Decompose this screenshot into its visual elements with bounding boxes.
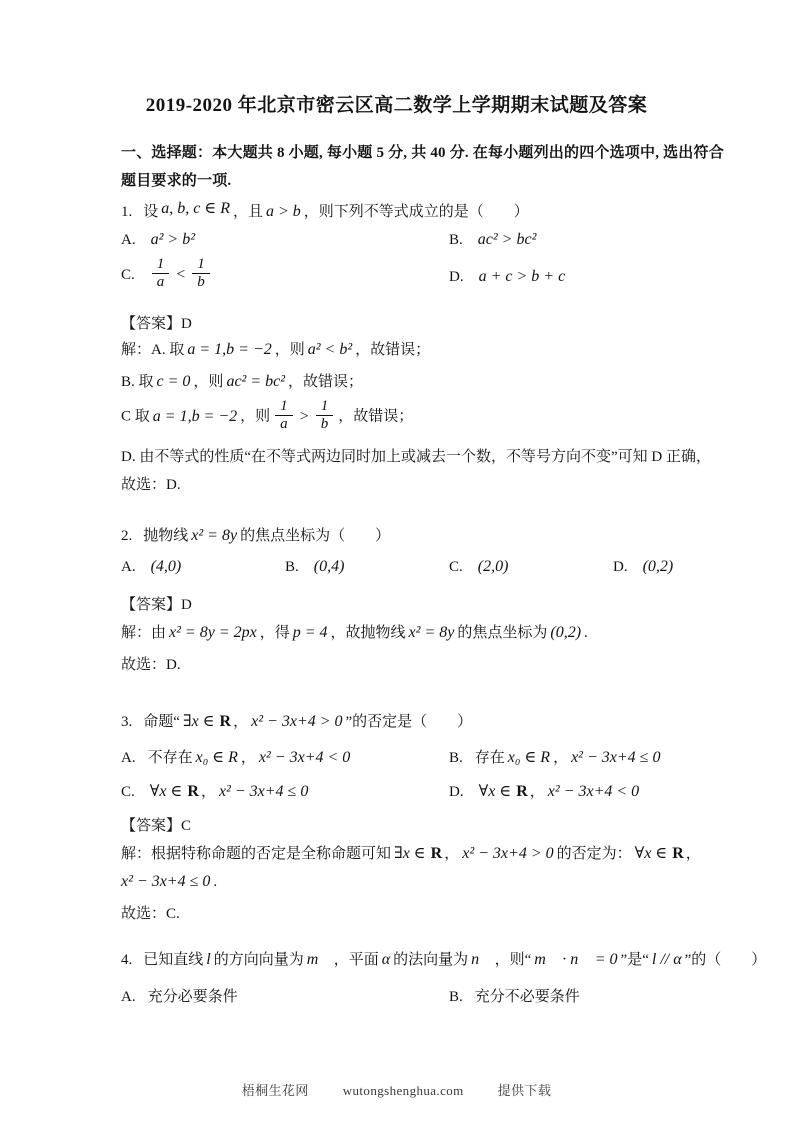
option-math: ∀x ∈: [478, 783, 512, 800]
q4-stem-text4: 的法向量为: [393, 952, 469, 968]
bold-R-symbol: R: [672, 845, 684, 862]
fraction-numerator: 1: [156, 256, 165, 272]
q3-option-d: [449, 780, 642, 801]
q4-math-l: l: [206, 951, 211, 968]
solution-math: a = 1,b = −2: [152, 407, 238, 425]
q4-stem-text: 已知直线: [143, 952, 204, 968]
fraction-denominator: a: [152, 273, 170, 291]
solution-text: ，则: [240, 408, 271, 425]
q4-math-alpha: α: [381, 951, 391, 968]
q1-stem-math-set: a, b, c ∈ R: [161, 200, 230, 217]
q2-option-d-value: (0,2): [642, 558, 674, 575]
solution-relation: >: [299, 407, 309, 425]
footer-site-url[interactable]: wutongshenghua.com: [342, 1083, 464, 1098]
option-math: x₀ ∈ R: [507, 749, 551, 766]
solution-text: 解：由: [121, 625, 167, 641]
q3-option-a: [121, 746, 353, 767]
q3-option-d-label: D.: [449, 784, 464, 800]
answer-label: 【答案】: [121, 818, 182, 834]
option-text: ，: [200, 784, 216, 800]
solution-math: (0,2): [550, 624, 582, 641]
q4-option-b: [449, 985, 580, 1006]
q3-option-b: [449, 746, 663, 767]
q3-stem-math2: x² − 3x+4 > 0: [251, 713, 343, 730]
q4-option-a: [121, 985, 238, 1006]
solution-math: a = 1,b = −2: [187, 341, 272, 358]
q2-option-a: [121, 558, 184, 576]
q1-option-d-math: a + c > b + c: [478, 268, 566, 285]
option-text: ，: [553, 750, 569, 766]
q2-option-b-value: (0,4): [313, 558, 345, 575]
q4-option-b-text: 充分不必要条件: [474, 989, 580, 1005]
solution-text: ，故错误；: [355, 342, 431, 358]
fraction-one-over-a: [152, 256, 170, 291]
q2-stem-text2: 的焦点坐标为（ ）: [240, 528, 391, 544]
option-text: 不存在: [147, 750, 193, 766]
q1-option-b: [449, 231, 539, 249]
q2-option-b: [285, 558, 347, 576]
q1-solution-b: [121, 370, 363, 391]
q3-stem-text3: ”的否定是（ ）: [345, 714, 473, 730]
answer-label: 【答案】: [121, 316, 182, 332]
footer-site-name: 梧桐生花网: [241, 1083, 309, 1098]
q1-option-c: [121, 258, 215, 293]
answer-label: 【答案】: [121, 597, 182, 613]
q3-answer: [121, 814, 191, 835]
q1-stem: [121, 200, 529, 221]
fraction-denominator: a: [275, 415, 293, 433]
q1-stem-text: 设: [143, 204, 159, 220]
solution-math: x² − 3x+4 > 0: [462, 845, 554, 862]
q1-solution-c: [121, 400, 413, 435]
fraction-one-over-a: [275, 398, 293, 433]
q1-option-b-label: B.: [449, 232, 463, 248]
q2-stem-text: 抛物线: [143, 528, 189, 544]
option-math: x² − 3x+4 ≤ 0: [218, 783, 309, 800]
q4-math-vector-n: n⃗: [471, 951, 492, 968]
q1-answer-value: D: [181, 316, 192, 332]
bold-R-symbol: R: [430, 845, 443, 862]
option-text: ，: [240, 750, 256, 766]
q4-stem: [121, 948, 766, 969]
q1-solution-a: [121, 338, 430, 359]
q2-conclusion: 故选：D.: [121, 657, 181, 673]
solution-text: ，得: [259, 625, 290, 641]
page-footer: [0, 1080, 793, 1099]
q3-number: 3.: [121, 714, 133, 730]
q2-option-d: [613, 558, 676, 576]
option-math: x₀ ∈ R: [195, 749, 238, 766]
q1-answer: [121, 312, 192, 333]
q1-option-b-math: ac² > bc²: [477, 231, 537, 248]
section-header-line2: 题目要求的一项.: [121, 173, 232, 189]
q1-conclusion: 故选：D.: [121, 477, 181, 493]
fraction-denominator: b: [192, 273, 210, 291]
q1-stem-text2: ，且: [232, 204, 263, 220]
solution-text: 解：根据特称命题的否定是全称命题可知: [121, 846, 392, 862]
option-text: 存在: [474, 750, 505, 766]
q3-option-a-label: A.: [121, 750, 136, 766]
q1-number: 1.: [121, 204, 133, 220]
q4-option-a-label: A.: [121, 989, 136, 1005]
q1-option-d-label: D.: [449, 269, 464, 285]
solution-math: x² = 8y = 2px: [169, 624, 257, 641]
solution-math: ac² = bc²: [226, 373, 286, 390]
q4-math-parallel: l // α: [651, 951, 682, 968]
option-math: x² − 3x+4 < 0: [547, 783, 640, 800]
q3-stem-text: 命题“: [143, 714, 180, 730]
page-title: 2019-2020 年北京市密云区高二数学上学期期末试题及答案: [145, 95, 648, 116]
q1-option-a-math: a² > b²: [150, 231, 195, 248]
solution-text: ，: [685, 846, 701, 862]
q2-option-c: [449, 558, 511, 576]
q2-option-b-label: B.: [285, 559, 299, 575]
solution-text: ，则: [274, 342, 305, 358]
fraction-denominator: b: [316, 415, 334, 433]
q2-option-d-label: D.: [613, 559, 628, 575]
q3-option-c-label: C.: [121, 784, 135, 800]
bold-R-symbol: R: [219, 713, 232, 730]
q3-stem-math: ∃x ∈: [182, 713, 215, 730]
option-math: ∀x ∈: [149, 783, 183, 800]
solution-text: ，故抛物线: [330, 625, 406, 641]
q3-solution-line2: [121, 873, 217, 891]
q4-math-dot-product: m⃗ · n⃗ = 0: [534, 951, 618, 968]
q1-option-c-label: C.: [121, 266, 135, 283]
solution-math: ∀x ∈: [634, 845, 668, 862]
fraction-numerator: 1: [320, 398, 329, 414]
q2-number: 2.: [121, 528, 133, 544]
q4-option-b-label: B.: [449, 989, 463, 1005]
fraction-one-over-b: [316, 398, 334, 433]
q3-option-b-label: B.: [449, 750, 463, 766]
footer-download-label: 提供下载: [497, 1083, 552, 1098]
solution-text: 解：A. 取: [121, 342, 185, 358]
q3-stem-text2: ，: [233, 714, 249, 730]
solution-math: a² < b²: [307, 341, 353, 358]
q2-stem: [121, 524, 390, 545]
q2-option-a-label: A.: [121, 559, 136, 575]
solution-text: .: [213, 874, 218, 890]
solution-text: ，故错误；: [288, 374, 364, 390]
solution-text: 的否定为：: [556, 846, 632, 862]
q3-option-c: [121, 780, 311, 801]
solution-text: .: [584, 625, 588, 641]
fraction-numerator: 1: [197, 256, 205, 272]
solution-text: ，则: [193, 374, 224, 390]
q1-option-a: [121, 231, 198, 249]
q1-solution-d: D. 由不等式的性质“在不等式两边同时加上或减去一个数，不等号方向不变”可知 D 正确，: [121, 449, 711, 465]
solution-math: x² = 8y: [408, 624, 455, 641]
q3-stem: [121, 710, 472, 731]
q4-option-a-text: 充分必要条件: [147, 989, 238, 1005]
solution-text: 的焦点坐标为: [457, 625, 548, 641]
q4-stem-text6: ”是“: [620, 952, 649, 968]
q3-conclusion: 故选：C.: [121, 906, 180, 922]
q3-answer-value: C: [181, 818, 192, 834]
q4-math-vector-m: m⃗: [306, 951, 331, 968]
q4-stem-text5: ，则“: [494, 952, 532, 968]
q3-solution-line1: [121, 842, 701, 863]
q2-stem-math: x² = 8y: [191, 527, 238, 544]
q4-stem-text7: ”的（ ）: [684, 952, 767, 968]
fraction-numerator: 1: [280, 398, 288, 414]
solution-text: B. 取: [121, 374, 154, 390]
solution-text: ，: [444, 846, 460, 862]
solution-math: p = 4: [292, 624, 328, 641]
fraction-one-over-b: [192, 256, 210, 291]
solution-text: ，故错误；: [338, 408, 414, 425]
solution-math: ∃x ∈: [394, 845, 426, 862]
q2-solution: [121, 621, 588, 642]
option-math: x² − 3x+4 < 0: [258, 749, 351, 766]
q4-stem-text2: 的方向向量为: [213, 952, 304, 968]
q1-stem-math-ineq: a > b: [266, 203, 301, 220]
q2-option-c-label: C.: [449, 559, 463, 575]
option-math: x² − 3x+4 ≤ 0: [571, 749, 661, 766]
solution-text: C 取: [121, 408, 150, 425]
bold-R-symbol: R: [516, 783, 528, 800]
q1-option-c-relation: <: [176, 265, 186, 283]
q2-option-a-value: (4,0): [150, 558, 182, 575]
section-header-line1: 一、选择题：本大题共 8 小题, 每小题 5 分, 共 40 分. 在每小题列出的四个选项中, 选出符合: [121, 145, 724, 161]
q2-answer: [121, 593, 192, 614]
solution-math: c = 0: [156, 373, 191, 390]
solution-math: x² − 3x+4 ≤ 0: [121, 873, 211, 890]
q1-stem-text3: ，则下列不等式成立的是（ ）: [303, 204, 529, 220]
q1-option-d: [449, 268, 568, 286]
q2-option-c-value: (2,0): [477, 558, 509, 575]
bold-R-symbol: R: [187, 783, 199, 800]
q1-option-a-label: A.: [121, 232, 136, 248]
q4-number: 4.: [121, 952, 133, 968]
q2-answer-value: D: [181, 597, 192, 613]
q4-stem-text3: ，平面: [333, 952, 379, 968]
option-text: ，: [529, 784, 545, 800]
